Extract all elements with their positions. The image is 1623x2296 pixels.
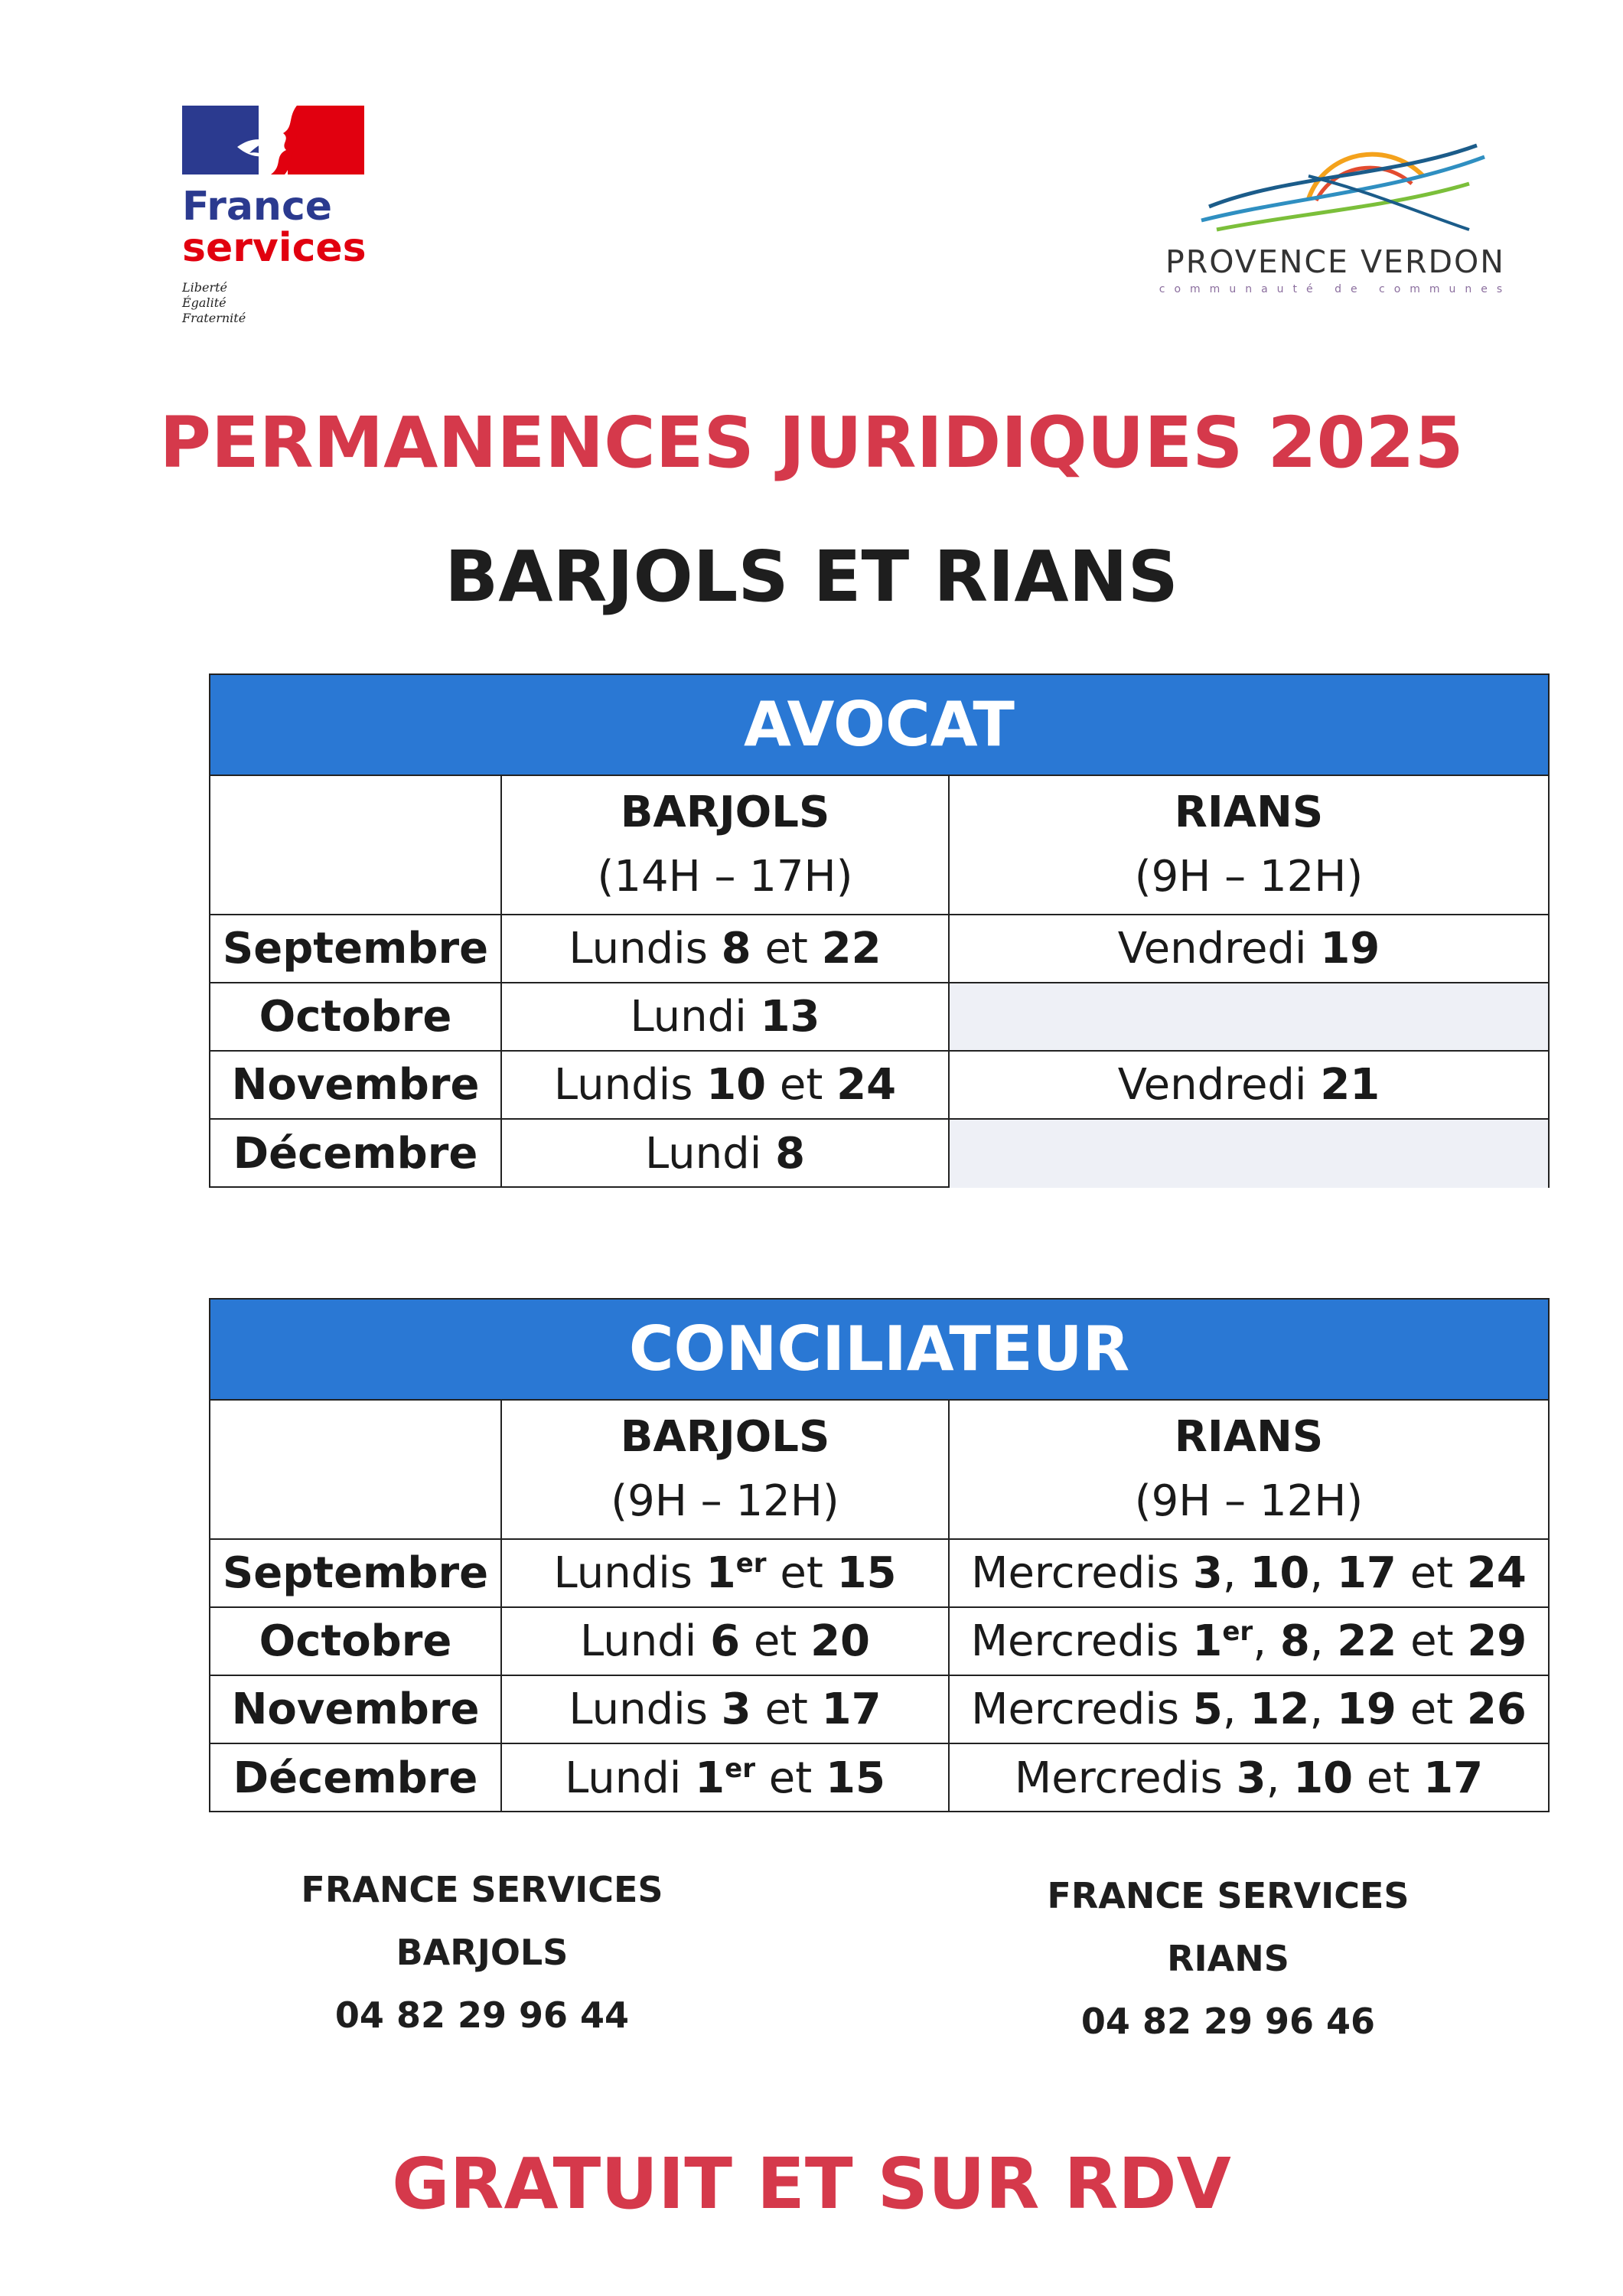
page-subtitle: BARJOLS ET RIANS: [445, 536, 1178, 618]
avocat-table: [209, 673, 1550, 1188]
column-city: RIANS: [1174, 1412, 1324, 1462]
provence-verdon-subtitle: communauté de communes: [1159, 283, 1512, 295]
rians-date-cell: [950, 1052, 1548, 1118]
column-header-barjols: [502, 776, 950, 914]
date-text: Mercredis 3, 10 et 17: [1014, 1753, 1484, 1803]
column-city: BARJOLS: [620, 1412, 830, 1462]
barjols-date-cell: [502, 1744, 950, 1812]
provence-verdon-logo: [1140, 130, 1538, 306]
avocat-table-header-row: [210, 776, 1548, 915]
rians-date-cell: [950, 1608, 1548, 1675]
date-text: Lundis 3 et 17: [569, 1684, 882, 1734]
column-hours: (9H – 12H): [1134, 1476, 1364, 1526]
barjols-date-cell: [502, 983, 950, 1050]
contact-phone[interactable]: 04 82 29 96 44: [334, 1994, 630, 2036]
avocat-table-heading: AVOCAT: [210, 675, 1548, 776]
column-city: RIANS: [1174, 788, 1324, 837]
table-row: [210, 1608, 1548, 1676]
contact-barjols: [214, 1858, 750, 2047]
motto-fraternite: Fraternité: [182, 311, 246, 325]
contact-line2: BARJOLS: [396, 1932, 569, 1973]
barjols-date-cell: [502, 1608, 950, 1675]
rians-date-cell: [950, 1540, 1548, 1606]
date-text: Mercredis 3, 10, 17 et 24: [971, 1548, 1527, 1598]
column-header-rians: [950, 1401, 1548, 1538]
republic-motto: [182, 280, 246, 326]
provence-verdon-name: PROVENCE VERDON: [1165, 243, 1505, 280]
month-cell: Septembre: [210, 1540, 502, 1606]
date-text: Lundi 13: [630, 992, 820, 1042]
column-header-rians: [950, 776, 1548, 914]
barjols-date-cell: [502, 1052, 950, 1118]
month-cell: Octobre: [210, 1608, 502, 1675]
page-title: PERMANENCES JURIDIQUES 2025: [159, 402, 1464, 484]
motto-egalite: Égalité: [182, 295, 227, 310]
table-row: [210, 1052, 1548, 1120]
date-text: Lundis 8 et 22: [569, 924, 882, 974]
conciliateur-table: [209, 1298, 1550, 1812]
month-cell: Décembre: [210, 1744, 502, 1812]
month-cell: Décembre: [210, 1120, 502, 1188]
table-row: [210, 1744, 1548, 1812]
table-row: [210, 1120, 1548, 1188]
date-text: Lundi 1er et 15: [565, 1753, 885, 1803]
rians-date-cell: [950, 1120, 1548, 1188]
table-row: [210, 983, 1548, 1052]
barjols-date-cell: [502, 1120, 950, 1188]
date-text: Lundis 10 et 24: [553, 1060, 897, 1110]
rians-date-cell: [950, 915, 1548, 982]
contact-line1: FRANCE SERVICES: [1047, 1875, 1410, 1916]
date-text: Vendredi 19: [1117, 924, 1380, 974]
header-empty-cell: [210, 776, 502, 914]
column-hours: (14H – 17H): [597, 852, 853, 902]
contact-phone[interactable]: 04 82 29 96 46: [1080, 2001, 1376, 2042]
rians-date-cell: [950, 1676, 1548, 1743]
column-hours: (9H – 12H): [1134, 852, 1364, 902]
table-row: [210, 1676, 1548, 1744]
contact-line1: FRANCE SERVICES: [301, 1869, 663, 1910]
column-city: BARJOLS: [620, 788, 830, 837]
date-text: Lundi 6 et 20: [579, 1616, 871, 1666]
table-row: [210, 915, 1548, 983]
footer-note: GRATUIT ET SUR RDV: [392, 2143, 1231, 2225]
date-text: Lundi 8: [644, 1129, 806, 1179]
header-empty-cell: [210, 1401, 502, 1538]
marianne-flag-icon: [182, 106, 364, 174]
provence-verdon-emblem-icon: [1194, 130, 1500, 237]
barjols-date-cell: [502, 1540, 950, 1606]
rians-date-cell: [950, 1744, 1548, 1812]
contact-line2: RIANS: [1167, 1938, 1289, 1979]
date-text: Vendredi 21: [1117, 1060, 1380, 1110]
month-cell: Novembre: [210, 1676, 502, 1743]
barjols-date-cell: [502, 1676, 950, 1743]
contact-rians: [960, 1864, 1496, 2053]
column-hours: (9H – 12H): [611, 1476, 839, 1526]
motto-liberte: Liberté: [182, 280, 227, 295]
france-services-logo: [182, 106, 381, 351]
barjols-date-cell: [502, 915, 950, 982]
date-text: Mercredis 5, 12, 19 et 26: [971, 1684, 1527, 1734]
month-cell: Septembre: [210, 915, 502, 982]
table-row: [210, 1540, 1548, 1608]
date-text: Mercredis 1er, 8, 22 et 29: [970, 1616, 1527, 1666]
france-services-word-services: services: [182, 225, 367, 271]
france-services-word-france: France: [182, 184, 333, 230]
month-cell: Novembre: [210, 1052, 502, 1118]
date-text: Lundis 1er et 15: [553, 1548, 897, 1598]
month-cell: Octobre: [210, 983, 502, 1050]
conciliateur-table-heading: CONCILIATEUR: [210, 1300, 1548, 1401]
conciliateur-table-header-row: [210, 1401, 1548, 1540]
rians-date-cell: [950, 983, 1548, 1050]
column-header-barjols: [502, 1401, 950, 1538]
